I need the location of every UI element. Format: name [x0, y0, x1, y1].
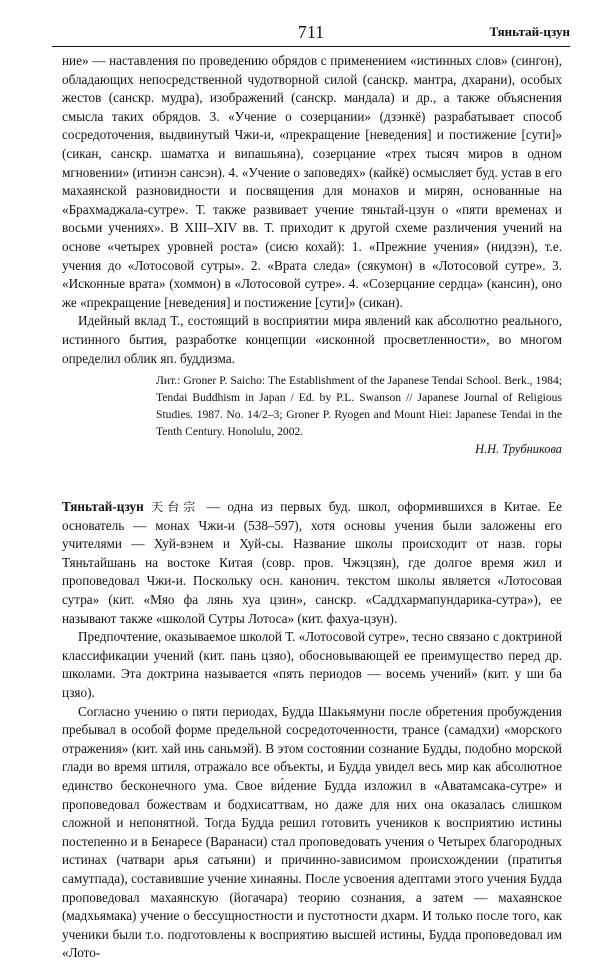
literature-references: Лит.: Groner P. Saicho: The Establishment of the Japanese Tendai School. Berk., 1984; Tendai Buddhism in Japan / Ed. by P.L. Swanson // Japanese Journal of Religious Studies. 1987. No. 14/2–3; Groner P. Ryogen and Mount Hiei: Japanese Tendai in the Tenth Century. Honolulu, 2002. — [156, 374, 562, 439]
entry-paragraph-2: Предпочтение, оказываемое школой Т. «Лотосовой сутре», тесно связано с доктриной классификации учений (кит. пань цзяо), обосновывающей ее преимущество перед др. школами. Эта доктрина называется «пять периодов — восемь учений» (кит. у ши ба цзяо). — [62, 629, 562, 701]
entry-intro — [62, 498, 562, 628]
header-rule — [52, 46, 570, 47]
entry-author: Н.Н. Трубникова — [475, 442, 562, 457]
page-header — [52, 22, 570, 42]
entry-intro-text: — одна из первых буд. школ, оформившихся в Китае. Ее основатель — монах Чжи-и (538–597), хотя основы учения были заложены его учителями — Хуй-вэнем и Хуй-сы. Название школы происходит от назв. горы Тяньтайшань на востоке Китая (совр. пров. Чжэцзян), где долгое время жил и проповедовал Чжи-и. Поскольку осн. канонич. текстом школы является «Лотосовая сутра» (кит. «Мяо фа лянь хуа цзин», санскр. «Саддхармапундарика-сутра»), ее называют также «школой Сутры Лотоса» (кит. фахуа-цзун). — [62, 499, 563, 626]
previous-entry-paragraph: ние» — наставления по проведению обрядов с применением «истинных слов» (сингон), обладающих непосредственной чудотворной силой (санскр. мантра, дхарани), особых жестов (санскр. мудра), изображений (санскр. мандала) и др., а также объяснения смысла таких обрядов. 3. «Учение о созерцании» (дзэнкё) разрабатывает способ сосредоточения, выдвинутый Чжи-и, «прекращение [неведения] и постижение [сути]» (сикан, санскр. шаматха и випашьяна), созерцание «трех тысяч миров в одном мгновении» (итинэн сансэн). 4. «Учение о заповедях» (кайкё) осмысляет буд. устав в его махаянской разновидности и посвящения для монахов и мирян, основанные на «Брахмаджала-сутре». Т. также развивает учение тяньтай-цзун о «пяти временах и восьми учениях». В XIII–XIV вв. Т. приходит к другой схеме различения учений на основе «четырех уровней роста» (сисю кохай): 1. «Прежние учения» (нидзэн), т.е. учения до «Лотосовой сутры». 2. «Врата следа» (сякумон) в «Лотосовой сутре». 3. «Исконные врата» (хоммон) в «Лотосовой сутре». 4. «Созерцание сердца» (кансин), оно же «прекращение [неведения] и постижение [сути]» (сикан). — [62, 53, 562, 310]
entry-paragraph-3: Согласно учению о пяти периодах, Будда Шакьямуни после обретения пробуждения пребывал в особой форме предельной сосредоточенности, трансе (самадхи) «морского отражения» (кит. хай инь саньмэй). В этом состоянии сознание Будды, подобно морской глади во время штиля, отражало все объекты, и Будда увидел весь мир как абсолютное единство бесконечного ума. Свое ви́дение Будда изложил в «Аватамсака-сутре» и проповедовал божествам и бодхисаттвам, но даже для них она оказалась слишком сложной и непонятной. Тогда Будда решил готовить учеников к восприятию истины постепенно и в Бенаресе (Варанаси) стал проповедовать учения о Четырех благородных истинах (чатвари арья сатьяни) и причинно-зависимом происхождении (пратитья самутпада), составившие учение хинаяны. После усвоения адептами этого учения Будда проповедовал махаянскую (йогачара) теорию сознания, а затем — махаянское (мадхьямака) учение о бессущностности и пустотности дхарм. И только после того, как ученики были т.о. подготовлены к восприятию высшей истины, Будда проповедовал им «Лото- — [62, 703, 562, 961]
previous-entry-summary: Идейный вклад Т., состоящий в восприятии мира явлений как абсолютно реального, истинного бытия, разработке концепции «исконной просветленности», во многом определил облик яп. буддизма. — [62, 313, 562, 366]
entry-separator — [62, 458, 562, 498]
entry-headword: Тяньтай-цзун — [62, 499, 144, 515]
running-head: Тяньтай-цзун — [489, 24, 570, 39]
page-number: 711 — [297, 22, 325, 42]
entry-characters: 天台宗 — [151, 500, 200, 515]
page-body — [62, 52, 562, 963]
